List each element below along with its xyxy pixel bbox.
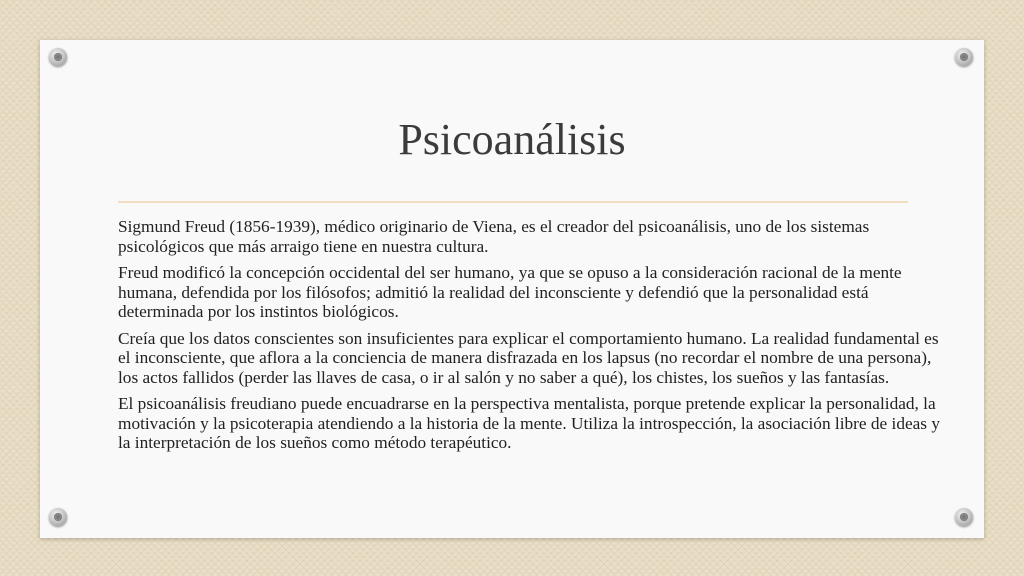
paragraph-inconsciente: Creía que los datos conscientes son insuficientes para explicar el comportamiento humano. La realidad fundamental es el inconsciente, que aflora a la conciencia de manera disfrazada en los lapsus (no recordar el nombre de una persona), los actos fallidos (perder las llaves de casa, o ir al salón y no saber a qué), los chistes, los sueños y las fantasías. [118, 328, 939, 387]
title-divider [118, 201, 908, 203]
slide-title: Psicoanálisis [398, 115, 626, 164]
slide-body [118, 217, 940, 460]
paragraph-freud-intro: Sigmund Freud (1856-1939), médico originario de Viena, es el creador del psicoanálisis, uno de los sistemas psicológicos que más arraigo tiene en nuestra cultura. [118, 217, 870, 256]
pushpin-bottom-right-icon [955, 508, 973, 526]
paragraph-psicoanalisis-freudiano: El psicoanálisis freudiano puede encuadrarse en la perspectiva mentalista, porque pretende explicar la personalidad, la motivación y la psicoterapia atendiendo a la historia de la mente. Utiliza la introspección, la asociación libre de ideas y la interpretación de los sueños como método terapéutico. [118, 394, 940, 452]
pushpin-bottom-left-icon [49, 508, 67, 526]
pushpin-top-right-icon [955, 48, 973, 66]
paragraph-freud-concepcion: Freud modificó la concepción occidental del ser humano, ya que se opuso a la consideración racional de la mente humana, defendida por los filósofos; admitió la realidad del inconsciente y defendió que la personalidad está determinada por los instintos biológicos. [118, 263, 902, 321]
pushpin-top-left-icon [49, 48, 67, 66]
